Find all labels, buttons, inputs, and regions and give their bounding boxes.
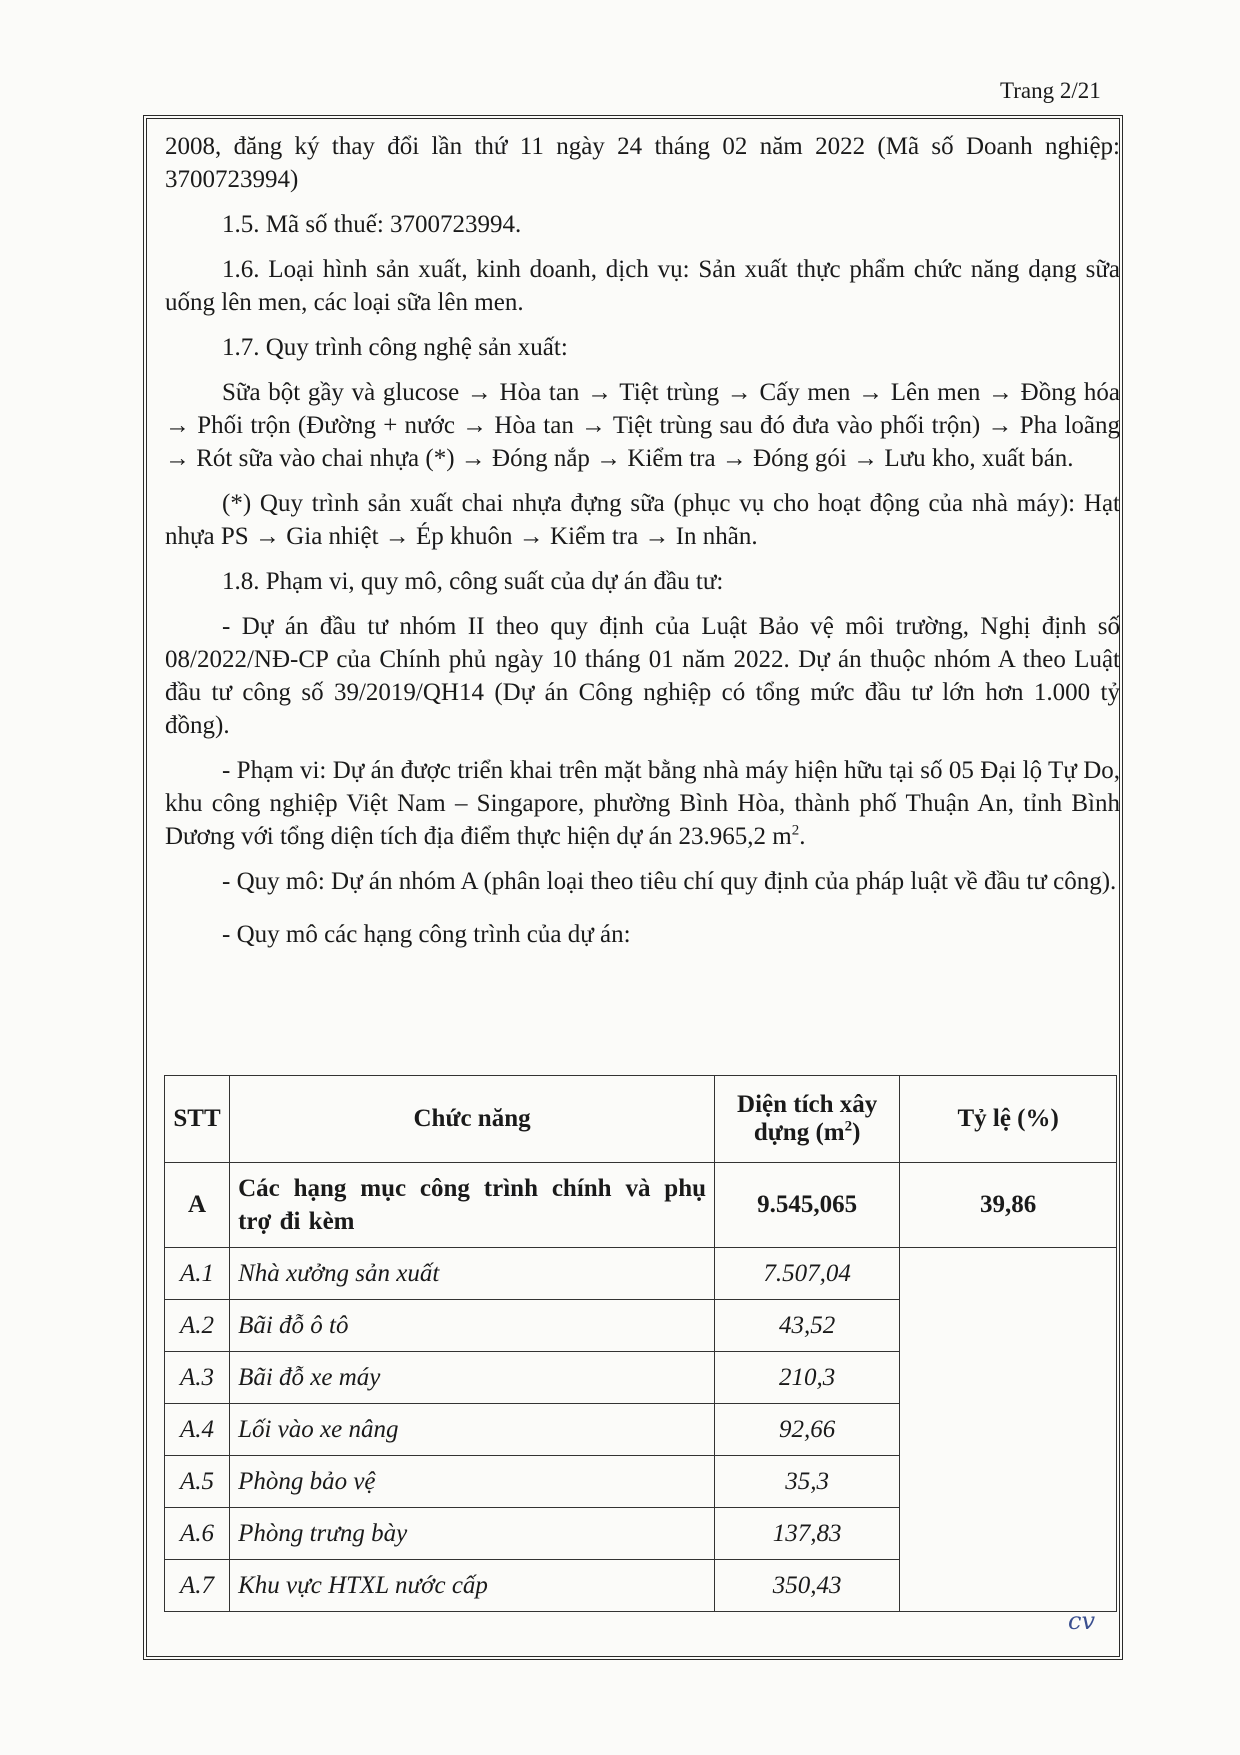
superscript-2: 2 [791, 822, 800, 839]
cell-function: Phòng trưng bày [230, 1508, 715, 1560]
cell-area: 35,3 [715, 1456, 900, 1508]
header-area-text: Diện tích xây dựng (m [737, 1091, 878, 1146]
header-function: Chức năng [230, 1076, 715, 1163]
cell-function: Lối vào xe nâng [230, 1404, 715, 1456]
paragraph-business-type: 1.6. Loại hình sản xuất, kinh doanh, dịch vụ: Sản xuất thực phẩm chức năng dạng sữa uống lên men, các loại sữa lên men. [165, 256, 1120, 316]
cell-ratio: 39,86 [900, 1163, 1117, 1248]
handwritten-initials: cv [1068, 1607, 1095, 1635]
scope-location-end: . [799, 823, 806, 850]
paragraph-scope-location [165, 754, 1120, 853]
cell-function: Khu vực HTXL nước cấp [230, 1560, 715, 1612]
header-stt: STT [165, 1076, 230, 1163]
cell-stt: A.6 [165, 1508, 230, 1560]
paragraph-process-heading: 1.7. Quy trình công nghệ sản xuất: [222, 334, 568, 361]
header-area [715, 1076, 900, 1163]
cell-function: Nhà xưởng sản xuất [230, 1248, 715, 1300]
cell-stt: A.3 [165, 1352, 230, 1404]
cell-stt: A.7 [165, 1560, 230, 1612]
paragraph-scope-heading: 1.8. Phạm vi, quy mô, công suất của dự án đầu tư: [222, 568, 724, 595]
cell-ratio-merged [900, 1248, 1117, 1612]
paragraph-tax-code: 1.5. Mã số thuế: 3700723994. [222, 211, 522, 238]
paragraph-project-group: - Dự án đầu tư nhóm II theo quy định của Luật Bảo vệ môi trường, Nghị định số 08/2022/NĐ-CP của Chính phủ ngày 10 tháng 01 năm 2022. Dự án thuộc nhóm A theo Luật đầu tư công số 39/2019/QH14 (Dự án Công nghiệp có tổng mức đầu tư lớn hơn 1.000 tỷ đồng). [165, 613, 1120, 739]
cell-area: 7.507,04 [715, 1248, 900, 1300]
cell-function: Phòng bảo vệ [230, 1456, 715, 1508]
paragraph-bottle-process: (*) Quy trình sản xuất chai nhựa đựng sữa (phục vụ cho hoạt động của nhà máy): Hạt nhựa PS → Gia nhiệt → Ép khuôn → Kiểm tra → In nhãn. [165, 490, 1120, 550]
cell-area: 137,83 [715, 1508, 900, 1560]
header-ratio: Tỷ lệ (%) [900, 1076, 1117, 1163]
paragraph-registration: 2008, đăng ký thay đổi lần thứ 11 ngày 24 tháng 02 năm 2022 (Mã số Doanh nghiệp: 3700723994) [165, 133, 1120, 193]
document-body [165, 130, 1120, 963]
table-row-group-a [165, 1163, 1117, 1248]
cell-stt: A.2 [165, 1300, 230, 1352]
cell-stt: A.5 [165, 1456, 230, 1508]
cell-function: Bãi đỗ ô tô [230, 1300, 715, 1352]
cell-area: 350,43 [715, 1560, 900, 1612]
cell-stt: A.1 [165, 1248, 230, 1300]
cell-area: 43,52 [715, 1300, 900, 1352]
header-area-end: ) [852, 1119, 861, 1146]
page-number: Trang 2/21 [1000, 78, 1101, 103]
paragraph-scale-items: - Quy mô các hạng công trình của dự án: [222, 921, 631, 948]
table-row [165, 1248, 1117, 1300]
cell-area: 9.545,065 [715, 1163, 900, 1248]
header-area-superscript: 2 [844, 1118, 853, 1135]
table-header-row [165, 1076, 1117, 1163]
cell-function: Bãi đỗ xe máy [230, 1352, 715, 1404]
cell-area: 210,3 [715, 1352, 900, 1404]
paragraph-process-flow: Sữa bột gầy và glucose → Hòa tan → Tiệt trùng → Cấy men → Lên men → Đồng hóa → Phối trộn (Đường + nước → Hòa tan → Tiệt trùng sau đó đưa vào phối trộn) → Pha loãng → Rót sữa vào chai nhựa (*) → Đóng nắp → Kiểm tra → Đóng gói → Lưu kho, xuất bán. [165, 379, 1120, 472]
cell-stt: A [165, 1163, 230, 1248]
cell-stt: A.4 [165, 1404, 230, 1456]
construction-items-table [164, 1075, 1117, 1612]
paragraph-scale: - Quy mô: Dự án nhóm A (phân loại theo tiêu chí quy định của pháp luật về đầu tư công). [222, 868, 1117, 895]
cell-area: 92,66 [715, 1404, 900, 1456]
cell-function: Các hạng mục công trình chính và phụ trợ đi kèm [230, 1163, 715, 1248]
scope-location-text: - Phạm vi: Dự án được triển khai trên mặt bằng nhà máy hiện hữu tại số 05 Đại lộ Tự Do, khu công nghiệp Việt Nam – Singapore, phường Bình Hòa, thành phố Thuận An, tỉnh Bình Dương với tổng diện tích địa điểm thực hiện dự án 23.965,2 m [165, 757, 1120, 850]
